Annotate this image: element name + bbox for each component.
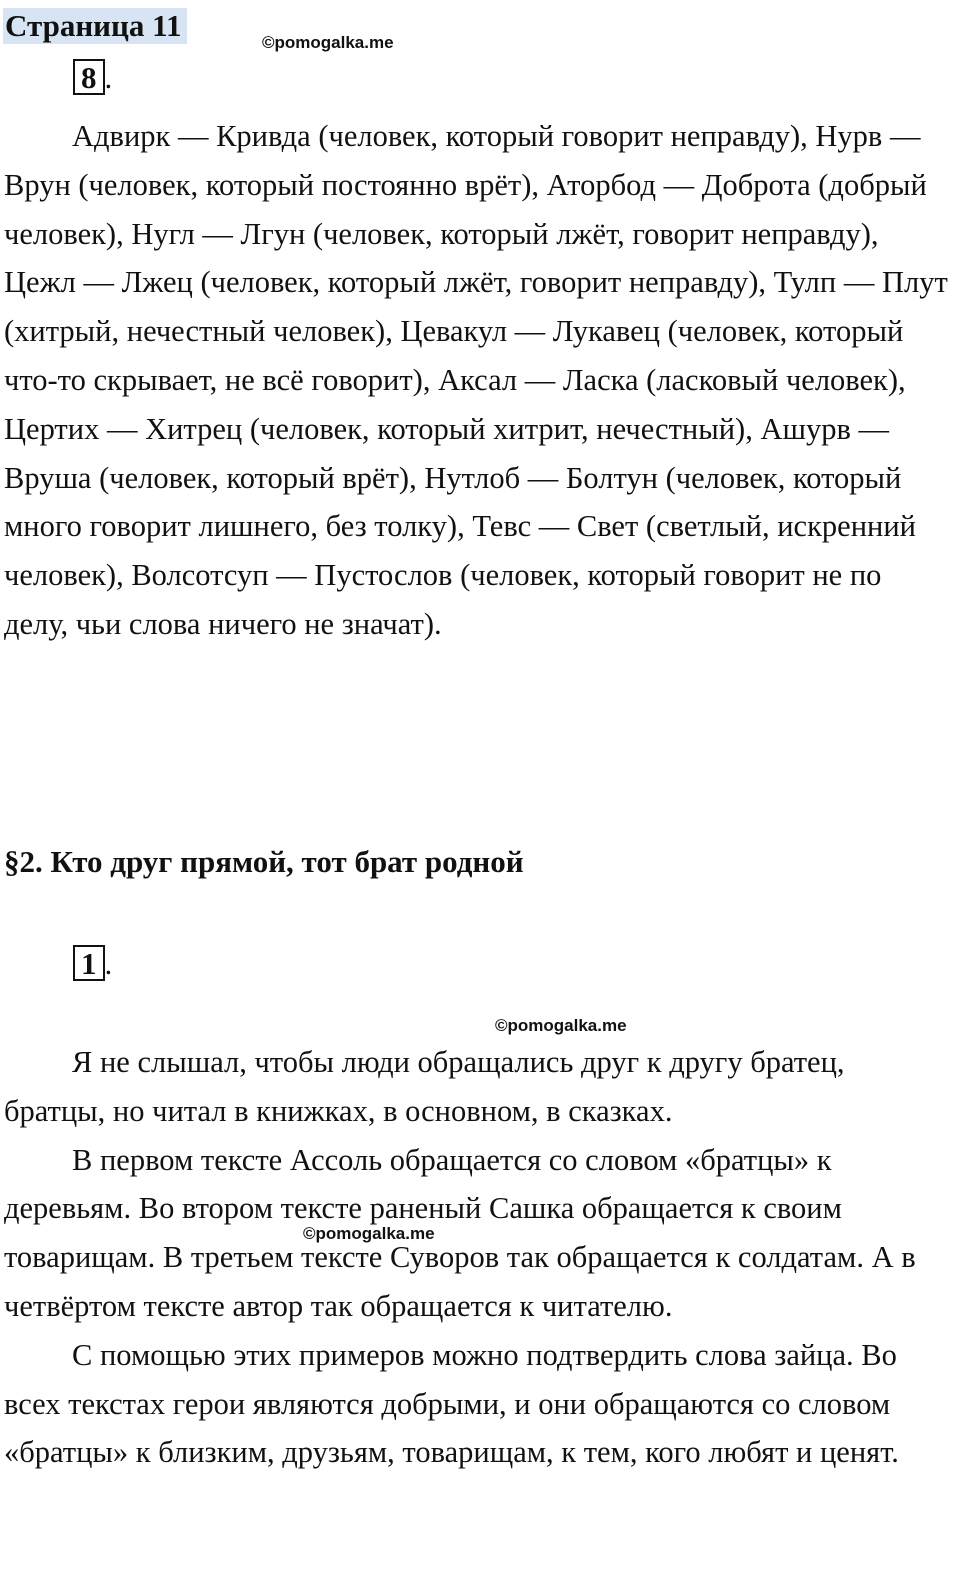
section-heading: §2. Кто друг прямой, тот брат родной <box>4 844 524 879</box>
paragraph: В первом тексте Ассоль обращается со словом «братцы» к деревьям. Во втором тексте раненый Сашка обращается к своим товарищам. В третьем тексте Суворов так обращается к солдатам. А в четвёртом тексте автор так обращается к читателю. <box>4 1142 916 1323</box>
task-8-answer <box>4 112 952 649</box>
watermark: ©pomogalka.me <box>303 1224 435 1243</box>
page-title: Страница 11 <box>3 8 187 44</box>
paragraph: С помощью этих примеров можно подтвердить слова зайца. Во всех текстах герои являются добрыми, и они обращаются со словом «братцы» к близким, друзьям, товарищам, к тем, кого любят и ценят. <box>4 1337 899 1470</box>
task-number-punct: . <box>104 946 113 981</box>
task-number-1 <box>73 945 112 981</box>
watermark: ©pomogalka.me <box>262 33 394 52</box>
watermark: ©pomogalka.me <box>495 1016 627 1035</box>
task-number-8 <box>73 59 112 95</box>
task-1-answer <box>4 1038 952 1477</box>
task-number-label: 1 <box>73 945 105 981</box>
paragraph: Я не слышал, чтобы люди обращались друг к другу братец, братцы, но читал в книжках, в основном, в сказках. <box>4 1045 845 1128</box>
task-number-punct: . <box>104 60 113 95</box>
task-number-label: 8 <box>73 59 105 95</box>
paragraph: Адвирк — Кривда (человек, который говорит неправду), Нурв — Врун (человек, который постоянно врёт), Аторбод — Доброта (добрый человек), Нугл — Лгун (человек, который лжёт, говорит неправду), Цежл — Лжец (человек, который лжёт, говорит неправду), Тулп — Плут (хитрый, нечестный человек), Цевакул — Лукавец (человек, который что-то скрывает, не всё говорит), Аксал — Ласка (ласковый человек), Цертих — Хитрец (человек, который хитрит, нечестный), Ашурв — Вруша (человек, который врёт), Нутлоб — Болтун (человек, который много говорит лишнего, без толку), Тевс — Свет (светлый, искренний человек), Волсотсуп — Пустослов (человек, который говорит не по делу, чьи слова ничего не значат). <box>4 119 948 641</box>
